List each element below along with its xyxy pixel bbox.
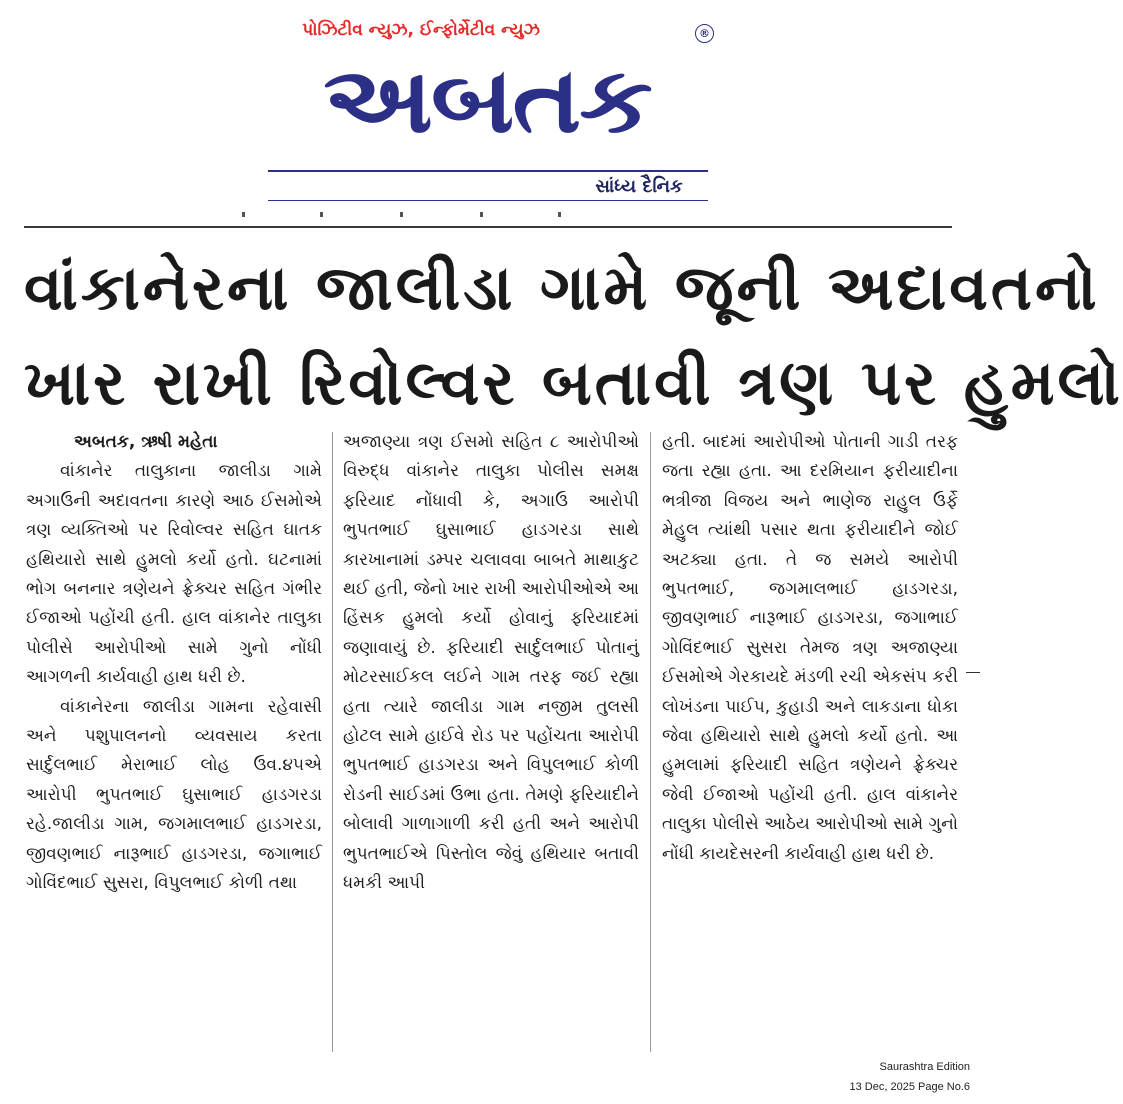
masthead-underline bbox=[268, 200, 708, 201]
masthead bbox=[0, 0, 980, 215]
edition-type-label: સાંધ્ય દૈનિક bbox=[595, 176, 683, 197]
masthead-tagline: પોઝિટીવ ન્યુઝ, ઈન્ફોર્મેટીવ ન્યુઝ bbox=[302, 20, 540, 40]
article-headline-line2: ખાર રાખી રિવોલ્વર બતાવી ત્રણ પર હુમલો bbox=[24, 346, 1123, 419]
column-divider bbox=[650, 432, 651, 1052]
article-paragraph: વાંકાનેર તાલુકાના જાલીડા ગામે અગાઉની અદાવતના કારણે આઠ ઈસમોએ ત્રણ વ્યક્તિઓ પર રિવોલ્વર સહિત ઘાતક હથિયારો સાથે હુમલો કર્યો હતો. ઘટનામાં ભોગ બનનાર ત્રણેયને ફ્રેક્ચર સહિત ગંભીર ઈજાઓ પહોંચી હતી. હાલ વાંકાનેર તાલુકા પોલીસે આરોપીઓ સામે ગુનો નોંધી આગળની કાર્યવાહી હાથ ધરી છે. bbox=[26, 461, 322, 688]
article-column-2 bbox=[343, 428, 639, 1058]
footer-date-page: 13 Dec, 2025 Page No.6 bbox=[849, 1081, 970, 1093]
masthead-rule bbox=[268, 170, 708, 172]
article-column-3 bbox=[662, 428, 958, 1058]
article-paragraph: વાંકાનેરના જાલીડા ગામના રહેવાસી અને પશુપાલનનો વ્યવસાય કરતા સાર્દુલભાઈ મેરાભાઈ લોહ ઉવ.૪૫એ આરોપી ભુપતભાઈ ઘુસાભાઈ હાડગરડા રહે.જાલીડા ગામ, જગમાલભાઈ હાડગરડા, જીવણભાઈ નારૂભાઈ હાડગરડા, જગાભાઈ ગોવિંદભાઈ સુસરા, વિપુલભાઈ કોળી તથા bbox=[26, 696, 322, 894]
article-paragraph: હતી. બાદમાં આરોપીઓ પોતાની ગાડી તરફ જતા રહ્યા હતા. આ દરમિયાન ફરીયાદીના ભત્રીજા વિજય અને ભાણેજ રાહુલ ઉર્ફે મેહુલ ત્યાંથી પસાર થતા ફરીયાદીને જોઈ અટક્યા હતા. તે જ સમયે આરોપી ભુપતભાઈ, જગમાલભાઈ હાડગરડા, જીવણભાઈ નારૂભાઈ હાડગરડા, જગાભાઈ ગોવિંદભાઈ સુસરા તેમજ ત્રણ અજાણ્યા ઈસમોએ ગેરકાયદે મંડળી રચી એકસંપ કરી લોખંડના પાઈપ, કુહાડી અને લાકડાના ધોકા જેવા હથિયારો સાથે હુમલો કર્યો હતો. આ હુમલામાં ફરિયાદી સહિત ત્રણેયને ફ્રેક્ચર જેવી ઈજાઓ પહોંચી હતી. હાલ વાંકાનેર તાલુકા પોલીસે આઠેય આરોપીઓ સામે ગુનો નોંધી કાયદેસરની કાર્યવાહી હાથ ધરી છે. bbox=[662, 432, 958, 864]
masthead-dots bbox=[240, 212, 580, 218]
margin-tick bbox=[966, 672, 980, 673]
footer-edition: Saurashtra Edition bbox=[879, 1061, 970, 1073]
newspaper-logo: અબતક bbox=[323, 45, 651, 154]
column-divider bbox=[332, 432, 333, 1052]
article-column-1 bbox=[26, 428, 322, 1058]
article-paragraph: અજાણ્યા ત્રણ ઈસમો સહિત ૮ આરોપીઓ વિરુદ્ધ વાંકાનેર તાલુકા પોલીસ સમક્ષ ફરિયાદ નોંધાવી કે, અગાઉ આરોપી ભુપતભાઈ ઘુસાભાઈ હાડગરડા સાથે કારખાનામાં ડમ્પર ચલાવવા બાબતે માથાકુટ થઈ હતી, જેનો ખાર રાખી આરોપીઓએ આ હિંસક હુમલો કર્યો હોવાનું ફરિયાદમાં જણાવાયું છે. ફરિયાદી સાર્દુલભાઈ પોતાનું મોટરસાઈકલ લઈને ગામ તરફ જઈ રહ્યા હતા ત્યારે જાલીડા ગામ નજીમ તુલસી હોટલ સામે હાઈવે રોડ પર પહોંચતા આરોપી ભુપતભાઈ હાડગરડા અને વિપુલભાઈ કોળી રોડની સાઈડમાં ઉભા હતા. તેમણે ફરિયાદીને બોલાવી ગાળાગાળી કરી હતી અને આરોપી ભુપતભાઈએ પિસ્તોલ જેવું હથિયાર બતાવી ધમકી આપી bbox=[343, 432, 639, 894]
article-headline-line1: વાંકાનેરના જાલીડા ગામે જૂની અદાવતનો bbox=[24, 251, 1100, 324]
article-byline: અબતક, ઋષી મહેતા bbox=[74, 432, 218, 452]
registered-mark-icon: ® bbox=[695, 24, 714, 43]
headline-top-rule bbox=[24, 226, 952, 228]
